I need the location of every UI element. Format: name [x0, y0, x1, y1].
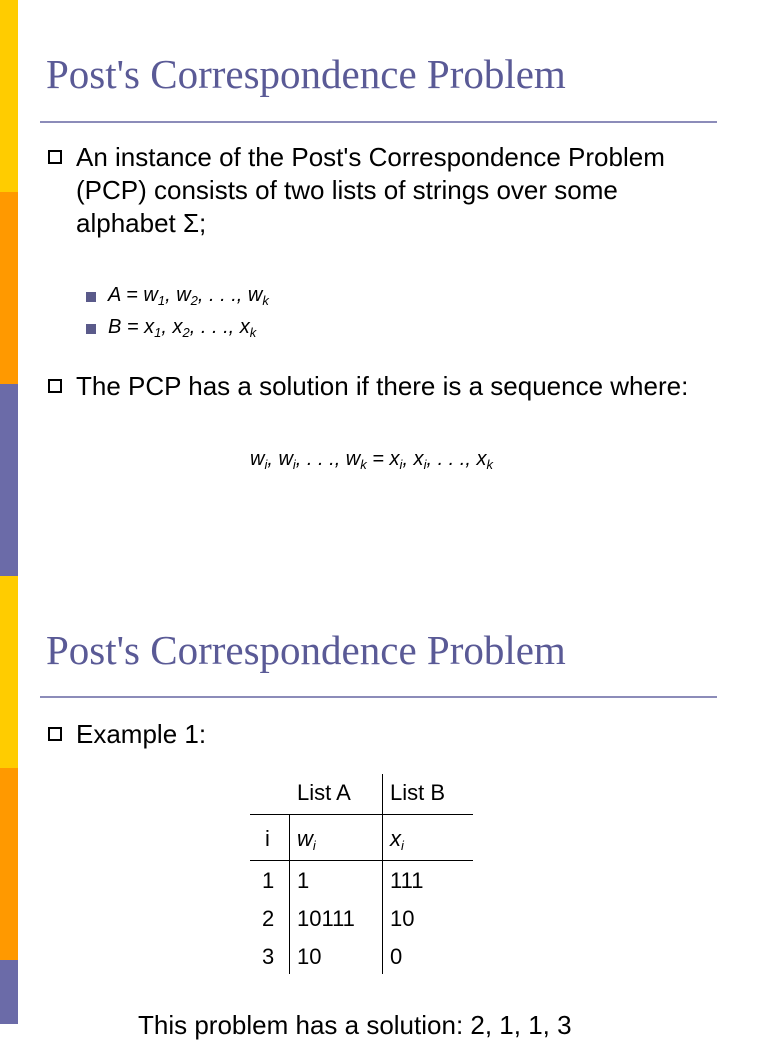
table-row-1-b: 111 — [390, 868, 424, 893]
table-row-1-a: 1 — [297, 868, 310, 893]
slide-2-bullet-1-text: Example 1: — [76, 719, 207, 749]
slide-2-title: Post's Correspondence Problem — [46, 627, 566, 673]
slide-2 — [0, 576, 768, 1040]
hollow-square-bullet-icon — [48, 379, 62, 393]
list-a-definition: $A = w_1$, $w_2$, . . ., $w_k$ — [108, 284, 269, 307]
table-divider-i — [289, 814, 290, 974]
filled-square-bullet-icon — [86, 292, 96, 302]
table-divider-header — [250, 814, 473, 815]
table-col-x: $x_i$ — [390, 826, 404, 853]
table-col-i: i — [265, 826, 270, 851]
table-row-3-i: 3 — [262, 944, 275, 969]
slide-1-title: Post's Correspondence Problem — [46, 51, 566, 97]
table-row-2-i: 2 — [262, 906, 275, 931]
slide-1-bullet-2 — [76, 370, 716, 403]
table-divider-columns — [250, 860, 473, 861]
solution-equation: $w_i$, $w_i$, . . ., $w_k = x_i$, $x_i$, . . ., $x_k$ — [250, 448, 493, 472]
table-row-1-i: 1 — [262, 868, 275, 893]
table-row-3-b: 0 — [390, 944, 403, 969]
slide-1-title-rule — [40, 121, 717, 123]
table-header-list-b: List B — [390, 780, 446, 805]
filled-square-bullet-icon — [86, 324, 96, 334]
slide-1-bullet-2-text: The PCP has a solution if there is a sequence where: — [76, 371, 689, 401]
list-b-definition: $B = x_1$, $x_2$, . . ., $x_k$ — [108, 316, 256, 339]
table-divider-ab — [382, 774, 383, 974]
example-table — [0, 576, 768, 1024]
table-row-2-b: 10 — [390, 906, 415, 931]
slide-1-bullet-1-text: An instance of the Post's Correspondence Problem (PCP) consists of two lists of strings over some alphabet Σ; — [76, 142, 665, 238]
table-header-list-a: List A — [297, 780, 351, 805]
table-row-3-a: 10 — [297, 944, 322, 969]
slide-1-bullet-1 — [76, 141, 716, 240]
table-col-w: $w_i$ — [297, 826, 316, 853]
slide-2-footer: This problem has a solution: 2, 1, 1, 3 — [138, 1010, 572, 1040]
table-row-2-a: 10111 — [297, 906, 355, 931]
hollow-square-bullet-icon — [48, 150, 62, 164]
